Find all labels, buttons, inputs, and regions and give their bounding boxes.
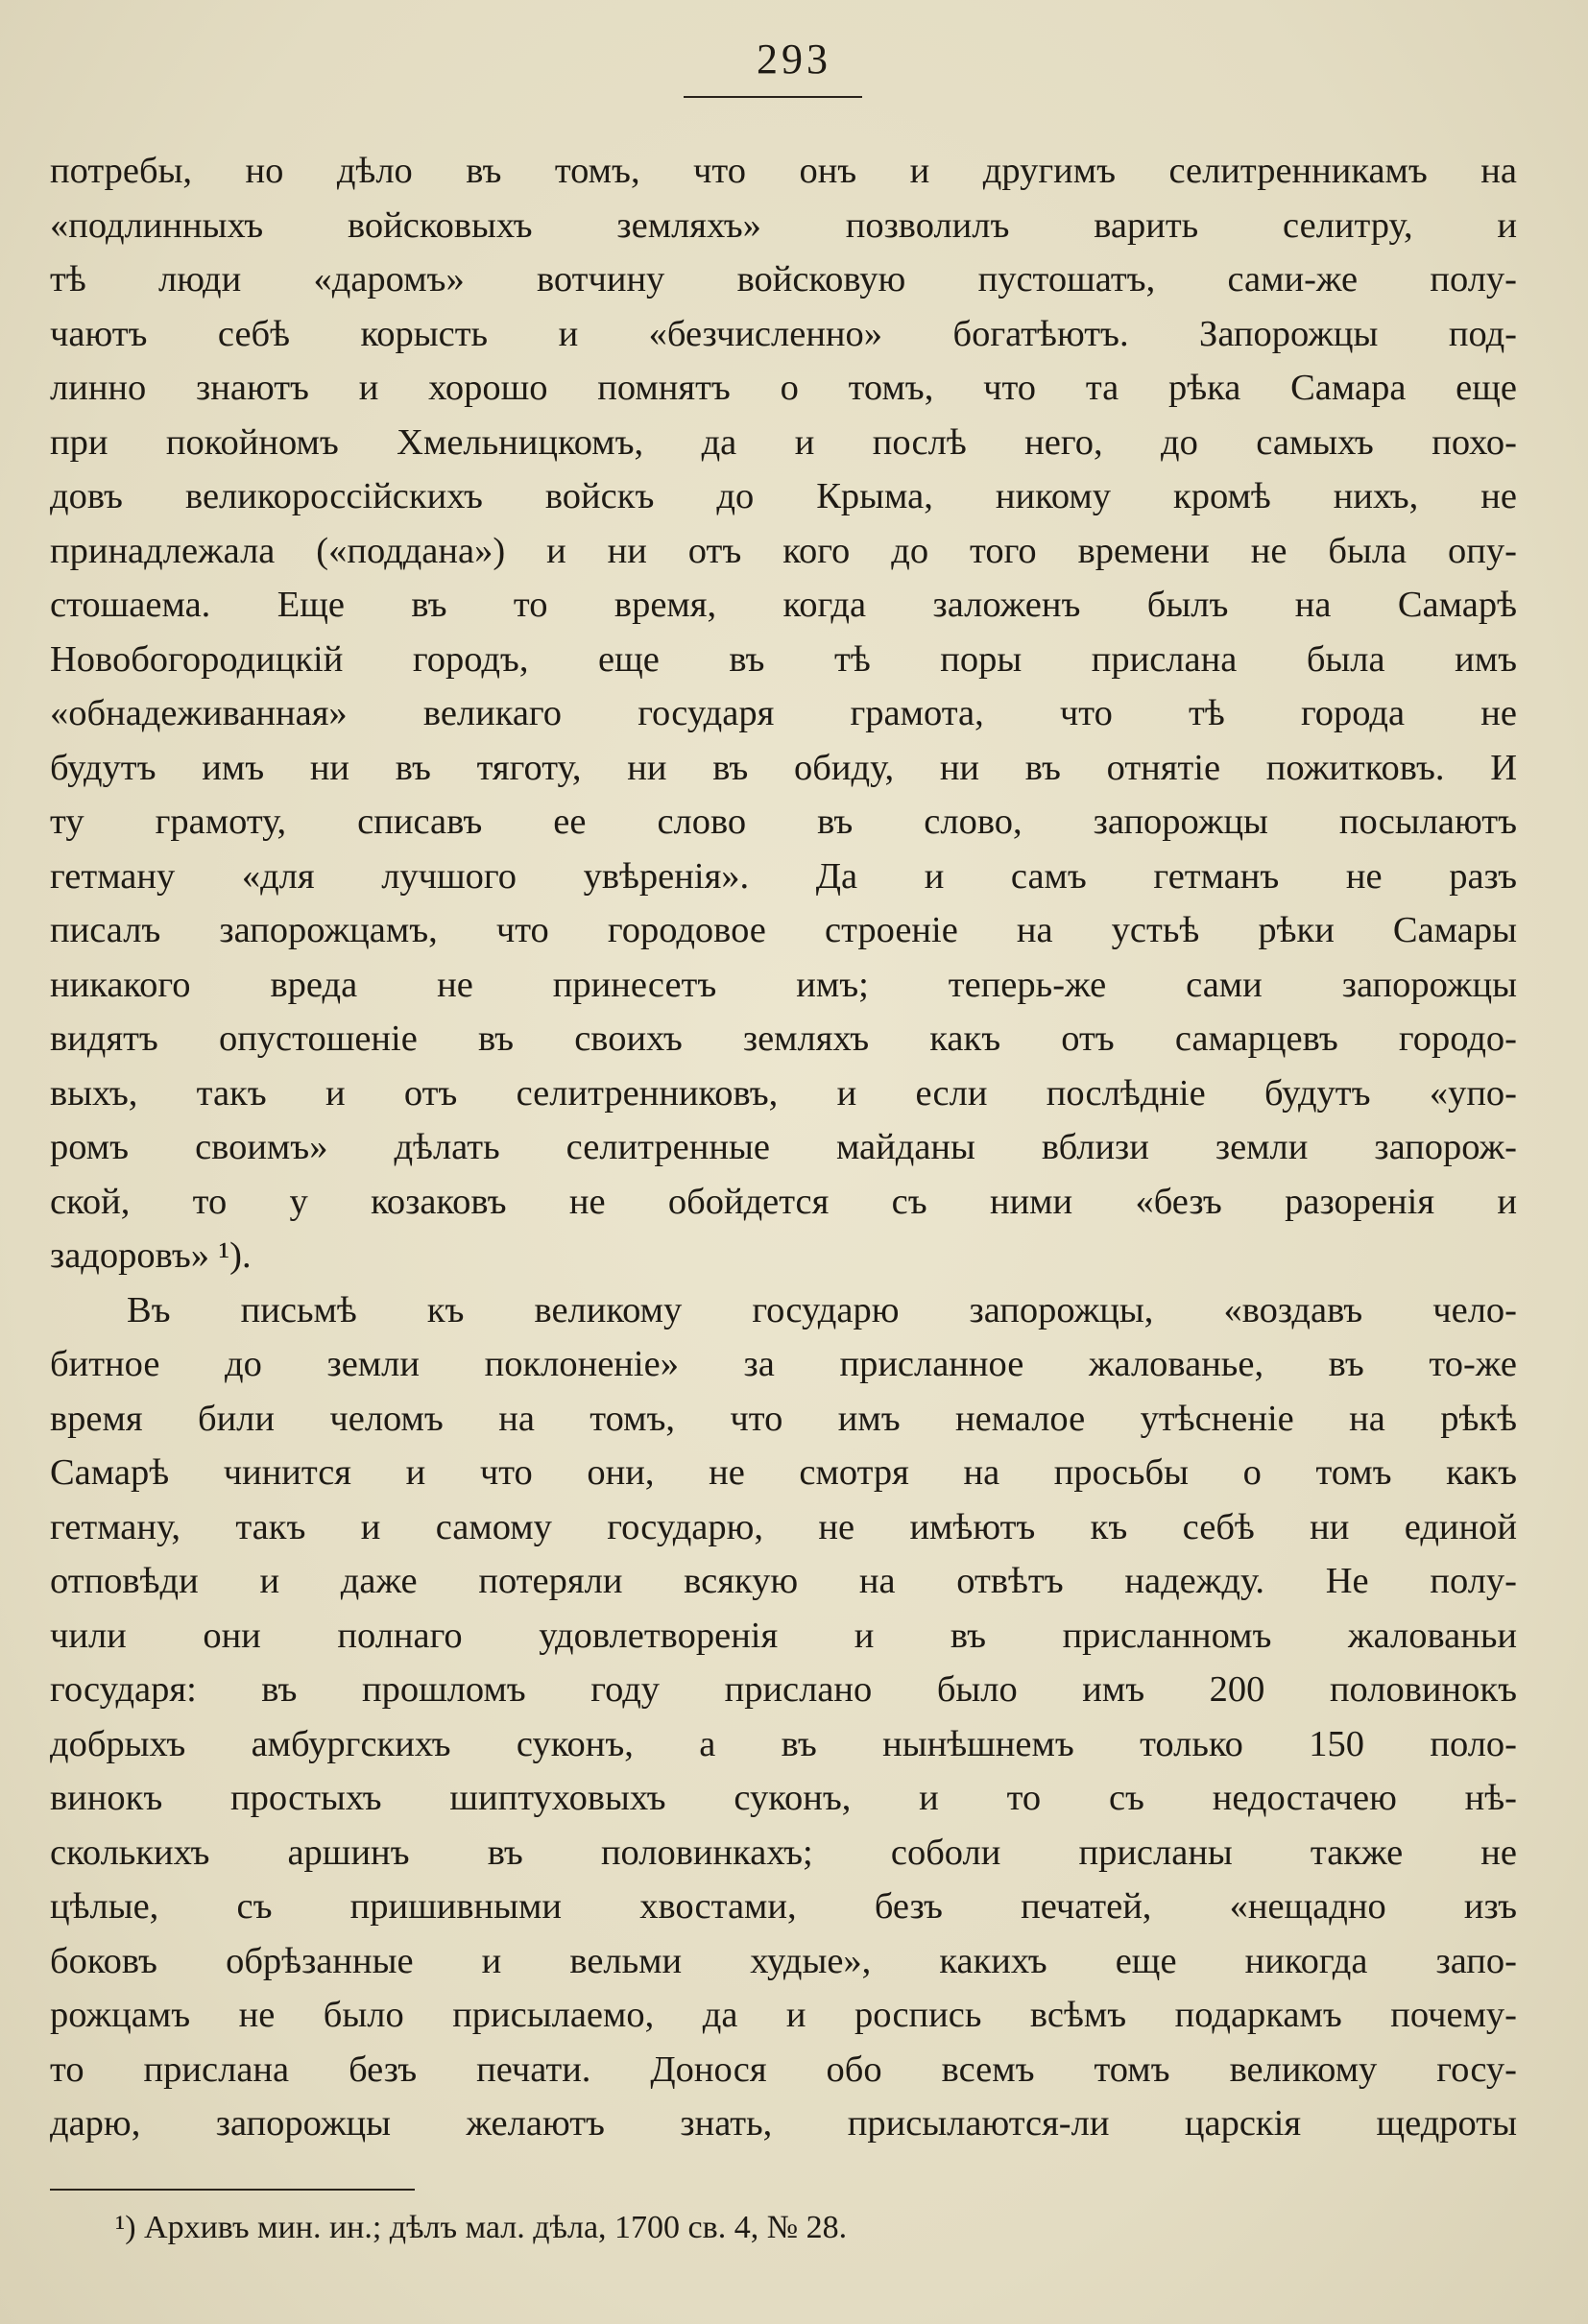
text-line: никакого вреда не принесетъ имъ; теперь-же сами запорожцы — [50, 964, 1517, 1005]
text-line: добрыхъ амбургскихъ суконъ, а въ нынѣшнемъ только 150 поло- — [50, 1723, 1517, 1764]
text-line: винокъ простыхъ шиптуховыхъ суконъ, и то съ недостачею нѣ- — [50, 1778, 1517, 1818]
text-line: довъ великороссійскихъ войскъ до Крыма, никому кромѣ нихъ, не — [50, 476, 1517, 516]
header-rule — [684, 96, 862, 98]
text-line: боковъ обрѣзанные и вельми худые», какихъ еще никогда запо- — [50, 1940, 1517, 1981]
footnote: ¹) Архивъ мин. ин.; дѣлъ мал. дѣла, 1700 св. 4, № 28. — [115, 2210, 848, 2245]
text-line: то прислана безъ печати. Донося обо всемъ томъ великому госу- — [50, 2048, 1517, 2090]
text-line: ту грамоту, списавъ ее слово въ слово, запорожцы посылаютъ — [50, 802, 1517, 842]
text-line: «обнадеживанная» великаго государя грамота, что тѣ города не — [50, 693, 1517, 733]
text-line: рожцамъ не было присылаемо, да и роспись всѣмъ подаркамъ почему- — [50, 1995, 1517, 2035]
text-line: «подлинныхъ войсковыхъ земляхъ» позволилъ варить селитру, и — [50, 204, 1517, 246]
text-line: потребы, но дѣло въ томъ, что онъ и другимъ селитренникамъ на — [50, 151, 1517, 191]
text-line: гетману «для лучшого увѣренія». Да и самъ гетманъ не разъ — [50, 855, 1517, 897]
text-line: чаютъ себѣ корысть и «безчисленно» богатѣютъ. Запорожцы под- — [50, 313, 1517, 354]
footnote-rule — [50, 2189, 415, 2191]
text-line: писалъ запорожцамъ, что городовое строеніе на устьѣ рѣки Самары — [50, 910, 1517, 950]
text-line: видятъ опустошеніе въ своихъ земляхъ какъ отъ самарцевъ городо- — [50, 1018, 1517, 1059]
text-line: время били челомъ на томъ, что имъ немалое утѣсненіе на рѣкѣ — [50, 1398, 1517, 1439]
text-line: выхъ, такъ и отъ селитренниковъ, и если послѣдніе будутъ «упо- — [50, 1072, 1517, 1114]
text-line: ской, то у козаковъ не обойдется съ ними «безъ разоренія и — [50, 1181, 1517, 1222]
text-line: тѣ люди «даромъ» вотчину войсковую пустошатъ, сами-же полу- — [50, 259, 1517, 299]
text-line: ромъ своимъ» дѣлать селитренные майданы вблизи земли запорож- — [50, 1127, 1517, 1167]
text-line-paragraph-start: Въ письмѣ къ великому государю запорожцы, «воздавъ чело- — [127, 1289, 1517, 1330]
text-line: гетману, такъ и самому государю, не имѣютъ къ себѣ ни единой — [50, 1506, 1517, 1547]
text-line-paragraph-end: задоровъ» ¹). — [50, 1235, 252, 1276]
page-number: 293 — [757, 36, 831, 83]
text-line: сколькихъ аршинъ въ половинкахъ; соболи присланы также не — [50, 1832, 1517, 1873]
text-line: дарю, запорожцы желаютъ знать, присылаются-ли царскія щедроты — [50, 2103, 1517, 2144]
text-line: линно знаютъ и хорошо помнятъ о томъ, что та рѣка Самара еще — [50, 368, 1517, 408]
text-line: битное до земли поклоненіе» за присланное жалованье, въ то-же — [50, 1344, 1517, 1384]
text-line: будутъ имъ ни въ тяготу, ни въ обиду, ни въ отнятіе пожитковъ. И — [50, 747, 1517, 788]
text-line: Самарѣ чинится и что они, не смотря на просьбы о томъ какъ — [50, 1452, 1517, 1493]
text-line: государя: въ прошломъ году прислано было имъ 200 половинокъ — [50, 1669, 1517, 1710]
text-line: при покойномъ Хмельницкомъ, да и послѣ него, до самыхъ похо- — [50, 421, 1517, 463]
text-line: принадлежала («поддана») и ни отъ кого до того времени не была опу- — [50, 530, 1517, 571]
text-line: цѣлые, съ пришивными хвостами, безъ печатей, «нещадно изъ — [50, 1886, 1517, 1927]
text-line: чили они полнаго удовлетворенія и въ присланномъ жалованьи — [50, 1615, 1517, 1656]
body-text — [50, 144, 1517, 2151]
text-line: отповѣди и даже потеряли всякую на отвѣтъ надежду. Не полу- — [50, 1561, 1517, 1601]
text-line: Новобогородицкій городъ, еще въ тѣ поры прислана была имъ — [50, 638, 1517, 680]
text-line: стошаема. Еще въ то время, когда заложенъ былъ на Самарѣ — [50, 585, 1517, 625]
